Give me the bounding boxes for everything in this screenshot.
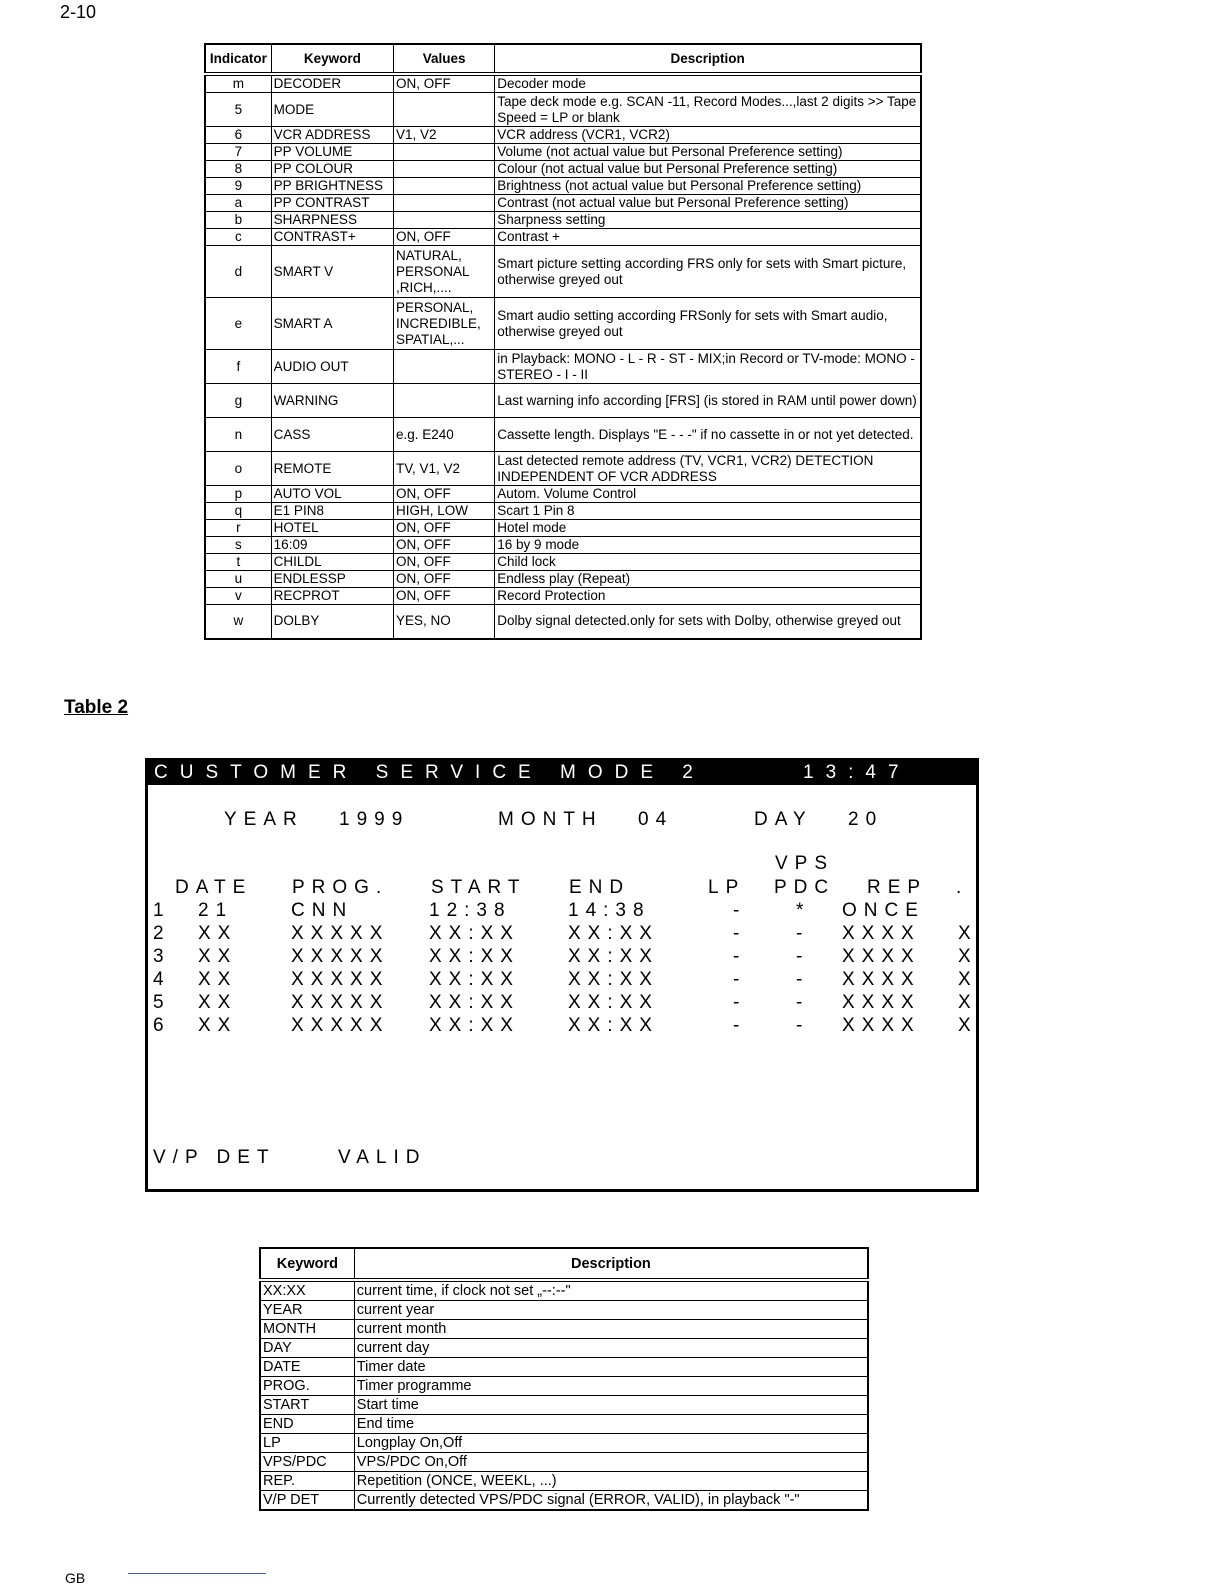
description-cell: Longplay On,Off (354, 1434, 868, 1453)
values-cell: PERSONAL, INCREDIBLE, SPATIAL,... (394, 298, 495, 350)
year-value: 1999 (339, 809, 410, 830)
values-cell (394, 144, 495, 161)
table-row (205, 452, 921, 486)
col-dot: . (956, 877, 969, 898)
values-cell (394, 161, 495, 178)
row-number: 3 (153, 946, 171, 967)
row-rep: XXXX (842, 992, 921, 1013)
col-lp: LP (708, 877, 746, 898)
vps-label: VPS (775, 853, 835, 874)
keyword-cell: YEAR (260, 1301, 354, 1320)
row-vps: - (796, 969, 810, 990)
values-cell: TV, V1, V2 (394, 452, 495, 486)
description-cell: Scart 1 Pin 8 (495, 503, 921, 520)
keyword-cell: SMART A (271, 298, 393, 350)
row-number: 4 (153, 969, 171, 990)
table-row (205, 571, 921, 588)
description-cell: Sharpness setting (495, 212, 921, 229)
indicator-cell: 6 (205, 127, 271, 144)
table-row (260, 1415, 868, 1434)
row-extra: X (958, 946, 978, 967)
description-cell: VPS/PDC On,Off (354, 1453, 868, 1472)
keyword-cell: RECPROT (271, 588, 393, 605)
row-lp: - (733, 946, 747, 967)
row-start: XX:XX (429, 946, 520, 967)
row-start: 12:38 (429, 900, 512, 921)
keyword-cell: DECODER (271, 74, 393, 93)
description-cell: Tape deck mode e.g. SCAN -11, Record Modes...,last 2 digits >> Tape Speed = LP or blank (495, 93, 921, 127)
row-vps: * (796, 900, 811, 921)
customer-service-mode-screen (145, 758, 979, 1192)
values-cell: ON, OFF (394, 571, 495, 588)
description-cell: current year (354, 1301, 868, 1320)
values-cell: NATURAL, PERSONAL ,RICH,.... (394, 246, 495, 298)
row-prog: CNN (291, 900, 354, 921)
indicator-cell: a (205, 195, 271, 212)
values-cell: YES, NO (394, 605, 495, 639)
row-start: XX:XX (429, 923, 520, 944)
row-start: XX:XX (429, 969, 520, 990)
description-cell: Child lock (495, 554, 921, 571)
day-label: DAY (754, 809, 813, 830)
indicator-cell: m (205, 74, 271, 93)
description-cell: Autom. Volume Control (495, 486, 921, 503)
keyword-cell: PP COLOUR (271, 161, 393, 178)
keyword-cell: WARNING (271, 384, 393, 418)
table-row (260, 1358, 868, 1377)
col-start: START (431, 877, 527, 898)
row-vps: - (796, 946, 810, 967)
table-row (260, 1472, 868, 1491)
description-cell: Timer programme (354, 1377, 868, 1396)
indicator-cell: d (205, 246, 271, 298)
vp-det-label: V/P DET (153, 1147, 276, 1168)
table-row (205, 605, 921, 639)
values-cell: e.g. E240 (394, 418, 495, 452)
indicator-table (204, 43, 922, 640)
table-row (205, 503, 921, 520)
keyword-cell: 16:09 (271, 537, 393, 554)
row-extra: X (958, 969, 978, 990)
col-header-keyword: Keyword (271, 44, 393, 74)
description-cell: End time (354, 1415, 868, 1434)
description-cell: Decoder mode (495, 74, 921, 93)
keyword-cell: PP BRIGHTNESS (271, 178, 393, 195)
values-cell (394, 212, 495, 229)
description-cell: Brightness (not actual value but Personal Preference setting) (495, 178, 921, 195)
values-cell: ON, OFF (394, 520, 495, 537)
keyword-cell: PP CONTRAST (271, 195, 393, 212)
col-date: DATE (175, 877, 253, 898)
col-rep: REP (867, 877, 928, 898)
row-extra: X (958, 923, 978, 944)
table-row (205, 161, 921, 178)
keyword-cell: DOLBY (271, 605, 393, 639)
table-row (205, 178, 921, 195)
row-number: 6 (153, 1015, 171, 1036)
row-prog: XXXXX (291, 1015, 390, 1036)
row-date: XX (198, 969, 238, 990)
table-row (260, 1453, 868, 1472)
indicator-cell: w (205, 605, 271, 639)
row-extra: X (958, 1015, 978, 1036)
row-vps: - (796, 923, 810, 944)
keyword-cell: SHARPNESS (271, 212, 393, 229)
values-cell (394, 384, 495, 418)
table-row (205, 486, 921, 503)
table-row (260, 1301, 868, 1320)
table-row (260, 1320, 868, 1339)
description-cell: VCR address (VCR1, VCR2) (495, 127, 921, 144)
col-header-indicator: Indicator (205, 44, 271, 74)
keyword-cell: PROG. (260, 1377, 354, 1396)
indicator-cell: 5 (205, 93, 271, 127)
table-row (260, 1339, 868, 1358)
row-date: XX (198, 1015, 238, 1036)
description-cell: Timer date (354, 1358, 868, 1377)
row-rep: ONCE (842, 900, 925, 921)
description-cell: Start time (354, 1396, 868, 1415)
row-number: 5 (153, 992, 171, 1013)
indicator-table-header (205, 44, 921, 74)
table-row (260, 1491, 868, 1511)
description-cell: Last detected remote address (TV, VCR1, VCR2) DETECTION INDEPENDENT OF VCR ADDRESS (495, 452, 921, 486)
indicator-cell: t (205, 554, 271, 571)
indicator-cell: v (205, 588, 271, 605)
values-cell (394, 195, 495, 212)
table-row (205, 350, 921, 384)
csm-title: CUSTOMER SERVICE MODE 2 (154, 762, 705, 783)
values-cell: HIGH, LOW (394, 503, 495, 520)
table-row (205, 520, 921, 537)
description-cell: Dolby signal detected.only for sets with Dolby, otherwise greyed out (495, 605, 921, 639)
row-end: XX:XX (568, 969, 659, 990)
keyword-cell: CASS (271, 418, 393, 452)
table2-label: Table 2 (64, 697, 129, 718)
keyword-table-header (260, 1248, 868, 1280)
indicator-cell: g (205, 384, 271, 418)
table-row (205, 229, 921, 246)
keyword-cell: SMART V (271, 246, 393, 298)
keyword-cell: AUDIO OUT (271, 350, 393, 384)
keyword-cell: VPS/PDC (260, 1453, 354, 1472)
row-lp: - (733, 923, 747, 944)
row-vps: - (796, 992, 810, 1013)
page-number: 2-10 (60, 2, 97, 22)
keyword-cell: CHILDL (271, 554, 393, 571)
values-cell: ON, OFF (394, 554, 495, 571)
description-cell: in Playback: MONO - L - R - ST - MIX;in Record or TV-mode: MONO - STEREO - I - II (495, 350, 921, 384)
indicator-cell: e (205, 298, 271, 350)
description-cell: current month (354, 1320, 868, 1339)
description-cell: Endless play (Repeat) (495, 571, 921, 588)
row-lp: - (733, 969, 747, 990)
vp-det-value: VALID (338, 1147, 427, 1168)
table-row (205, 554, 921, 571)
keyword-cell: DAY (260, 1339, 354, 1358)
description-cell: Last warning info according [FRS] (is stored in RAM until power down) (495, 384, 921, 418)
table-row (205, 588, 921, 605)
table-row (205, 74, 921, 93)
indicator-cell: o (205, 452, 271, 486)
row-date: XX (198, 923, 238, 944)
values-cell: ON, OFF (394, 537, 495, 554)
keyword-table (259, 1247, 869, 1511)
description-cell: Hotel mode (495, 520, 921, 537)
row-date: 21 (198, 900, 234, 921)
description-cell: Repetition (ONCE, WEEKL, ...) (354, 1472, 868, 1491)
indicator-cell: u (205, 571, 271, 588)
row-rep: XXXX (842, 969, 921, 990)
indicator-cell: r (205, 520, 271, 537)
row-lp: - (733, 992, 747, 1013)
col-end: END (569, 877, 631, 898)
row-end: XX:XX (568, 946, 659, 967)
table-row (205, 384, 921, 418)
row-rep: XXXX (842, 923, 921, 944)
indicator-cell: 9 (205, 178, 271, 195)
month-label: MONTH (498, 809, 603, 830)
indicator-cell: 8 (205, 161, 271, 178)
table-row (260, 1434, 868, 1453)
col-header-description: Description (495, 44, 921, 74)
keyword-cell: AUTO VOL (271, 486, 393, 503)
indicator-cell: f (205, 350, 271, 384)
values-cell: ON, OFF (394, 74, 495, 93)
row-end: XX:XX (568, 992, 659, 1013)
keyword-cell: MODE (271, 93, 393, 127)
keyword-cell: REP. (260, 1472, 354, 1491)
csm-title-bar (148, 761, 976, 785)
keyword-cell: ENDLESSP (271, 571, 393, 588)
row-rep: XXXX (842, 946, 921, 967)
description-cell: Contrast + (495, 229, 921, 246)
table-row (260, 1280, 868, 1301)
table-row (205, 127, 921, 144)
row-end: 14:38 (568, 900, 651, 921)
table-row (205, 298, 921, 350)
keyword-cell: PP VOLUME (271, 144, 393, 161)
keyword-cell: XX:XX (260, 1280, 354, 1301)
indicator-cell: b (205, 212, 271, 229)
indicator-cell: p (205, 486, 271, 503)
table-row (205, 144, 921, 161)
description-cell: 16 by 9 mode (495, 537, 921, 554)
row-prog: XXXXX (291, 923, 390, 944)
description-cell: Contrast (not actual value but Personal Preference setting) (495, 195, 921, 212)
table-row (260, 1396, 868, 1415)
row-end: XX:XX (568, 1015, 659, 1036)
keyword-cell: CONTRAST+ (271, 229, 393, 246)
table-row (260, 1377, 868, 1396)
indicator-cell: s (205, 537, 271, 554)
keyword-cell: HOTEL (271, 520, 393, 537)
table-row (205, 195, 921, 212)
table-row (205, 93, 921, 127)
description-cell: Volume (not actual value but Personal Preference setting) (495, 144, 921, 161)
table-row (205, 212, 921, 229)
indicator-cell: n (205, 418, 271, 452)
keyword-cell: E1 PIN8 (271, 503, 393, 520)
indicator-cell: c (205, 229, 271, 246)
indicator-cell: 7 (205, 144, 271, 161)
values-cell: ON, OFF (394, 588, 495, 605)
keyword-cell: REMOTE (271, 452, 393, 486)
row-prog: XXXXX (291, 969, 390, 990)
col-header-keyword: Keyword (260, 1248, 354, 1280)
year-label: YEAR (224, 809, 304, 830)
row-number: 1 (153, 900, 171, 921)
row-end: XX:XX (568, 923, 659, 944)
col-pdc: PDC (774, 877, 836, 898)
month-value: 04 (638, 809, 674, 830)
row-lp: - (733, 1015, 747, 1036)
row-start: XX:XX (429, 992, 520, 1013)
footer-rule (128, 1573, 266, 1574)
values-cell: V1, V2 (394, 127, 495, 144)
row-prog: XXXXX (291, 946, 390, 967)
row-rep: XXXX (842, 1015, 921, 1036)
footer-language-code: GB (65, 1570, 86, 1586)
description-cell: Colour (not actual value but Personal Preference setting) (495, 161, 921, 178)
table-row (205, 537, 921, 554)
description-cell: Currently detected VPS/PDC signal (ERROR, VALID), in playback "-" (354, 1491, 868, 1511)
row-lp: - (733, 900, 747, 921)
values-cell (394, 178, 495, 195)
row-vps: - (796, 1015, 810, 1036)
values-cell (394, 93, 495, 127)
description-cell: Smart picture setting according FRS only for sets with Smart picture, otherwise greyed out (495, 246, 921, 298)
csm-clock: 13:47 (803, 762, 911, 783)
keyword-cell: VCR ADDRESS (271, 127, 393, 144)
indicator-cell: q (205, 503, 271, 520)
description-cell: Record Protection (495, 588, 921, 605)
keyword-cell: DATE (260, 1358, 354, 1377)
keyword-cell: END (260, 1415, 354, 1434)
col-header-description: Description (354, 1248, 868, 1280)
description-cell: Smart audio setting according FRSonly for sets with Smart audio, otherwise greyed out (495, 298, 921, 350)
row-number: 2 (153, 923, 171, 944)
row-date: XX (198, 946, 238, 967)
col-header-values: Values (394, 44, 495, 74)
description-cell: current time, if clock not set „--:--" (354, 1280, 868, 1301)
col-prog: PROG. (292, 877, 389, 898)
description-cell: Cassette length. Displays "E - - -" if no cassette in or not yet detected. (495, 418, 921, 452)
keyword-cell: MONTH (260, 1320, 354, 1339)
day-value: 20 (848, 809, 884, 830)
values-cell (394, 350, 495, 384)
keyword-cell: V/P DET (260, 1491, 354, 1511)
values-cell: ON, OFF (394, 486, 495, 503)
row-start: XX:XX (429, 1015, 520, 1036)
values-cell: ON, OFF (394, 229, 495, 246)
keyword-cell: START (260, 1396, 354, 1415)
table-row (205, 418, 921, 452)
row-extra: X (958, 992, 978, 1013)
row-date: XX (198, 992, 238, 1013)
keyword-cell: LP (260, 1434, 354, 1453)
table-row (205, 246, 921, 298)
description-cell: current day (354, 1339, 868, 1358)
row-prog: XXXXX (291, 992, 390, 1013)
